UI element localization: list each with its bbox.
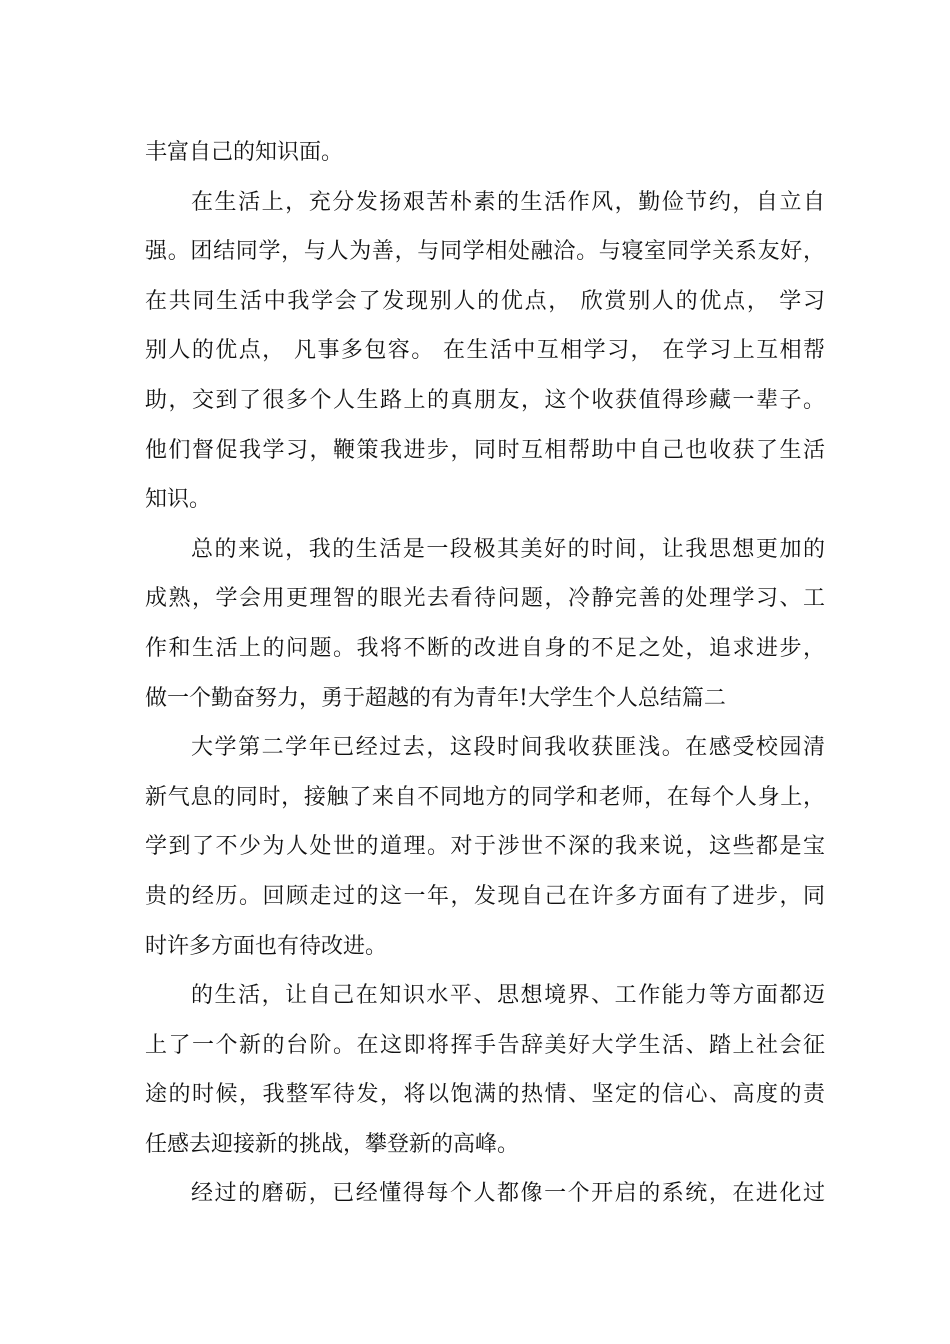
text-line: 强。团结同学，与人为善，与同学相处融洽。与寝室同学关系友好，: [145, 239, 825, 265]
text-line: 在生活上，充分发扬艰苦朴素的生活作风，勤俭节约，自立自: [191, 189, 825, 215]
text-line: 时许多方面也有待改进。: [145, 933, 388, 959]
text-line: 大学第二学年已经过去，这段时间我收获匪浅。在感受校园清: [191, 735, 825, 761]
text-line: 他们督促我学习，鞭策我进步，同时互相帮助中自己也收获了生活: [145, 437, 825, 463]
text-line: 贵的经历。回顾走过的这一年，发现自己在许多方面有了进步，同: [145, 883, 825, 909]
text-line: 作和生活上的问题。我将不断的改进自身的不足之处，追求进步，: [145, 635, 825, 661]
text-line: 任感去迎接新的挑战，攀登新的高峰。: [145, 1131, 520, 1157]
text-line: 别人的优点， 凡事多包容。 在生活中互相学习， 在学习上互相帮: [145, 338, 825, 364]
text-line: 丰富自己的知识面。: [145, 140, 344, 165]
text-line: 助，交到了很多个人生路上的真朋友，这个收获值得珍藏一辈子。: [145, 387, 825, 413]
document-body: [145, 128, 825, 1219]
text-line: 上了一个新的台阶。在这即将挥手告辞美好大学生活、踏上社会征: [145, 1032, 825, 1058]
text-line: 的生活，让自己在知识水平、思想境界、工作能力等方面都迈: [191, 983, 825, 1009]
text-line: 成熟，学会用更理智的眼光去看待问题，冷静完善的处理学习、工: [145, 586, 825, 612]
text-line: 做一个勤奋努力，勇于超越的有为青年!大学生个人总结篇二: [145, 685, 726, 711]
text-line: 途的时候，我整军待发，将以饱满的热情、坚定的信心、高度的责: [145, 1082, 825, 1108]
text-line: 在共同生活中我学会了发现别人的优点， 欣赏别人的优点， 学习: [145, 288, 825, 314]
text-line: 总的来说，我的生活是一段极其美好的时间，让我思想更加的: [191, 536, 825, 562]
text-line: 经过的磨砺，已经懂得每个人都像一个开启的系统，在进化过: [191, 1181, 825, 1207]
text-line: 新气息的同时，接触了来自不同地方的同学和老师，在每个人身上，: [145, 784, 825, 810]
text-line: 学到了不少为人处世的道理。对于涉世不深的我来说，这些都是宝: [145, 834, 825, 860]
text-line: 知识。: [145, 487, 212, 513]
